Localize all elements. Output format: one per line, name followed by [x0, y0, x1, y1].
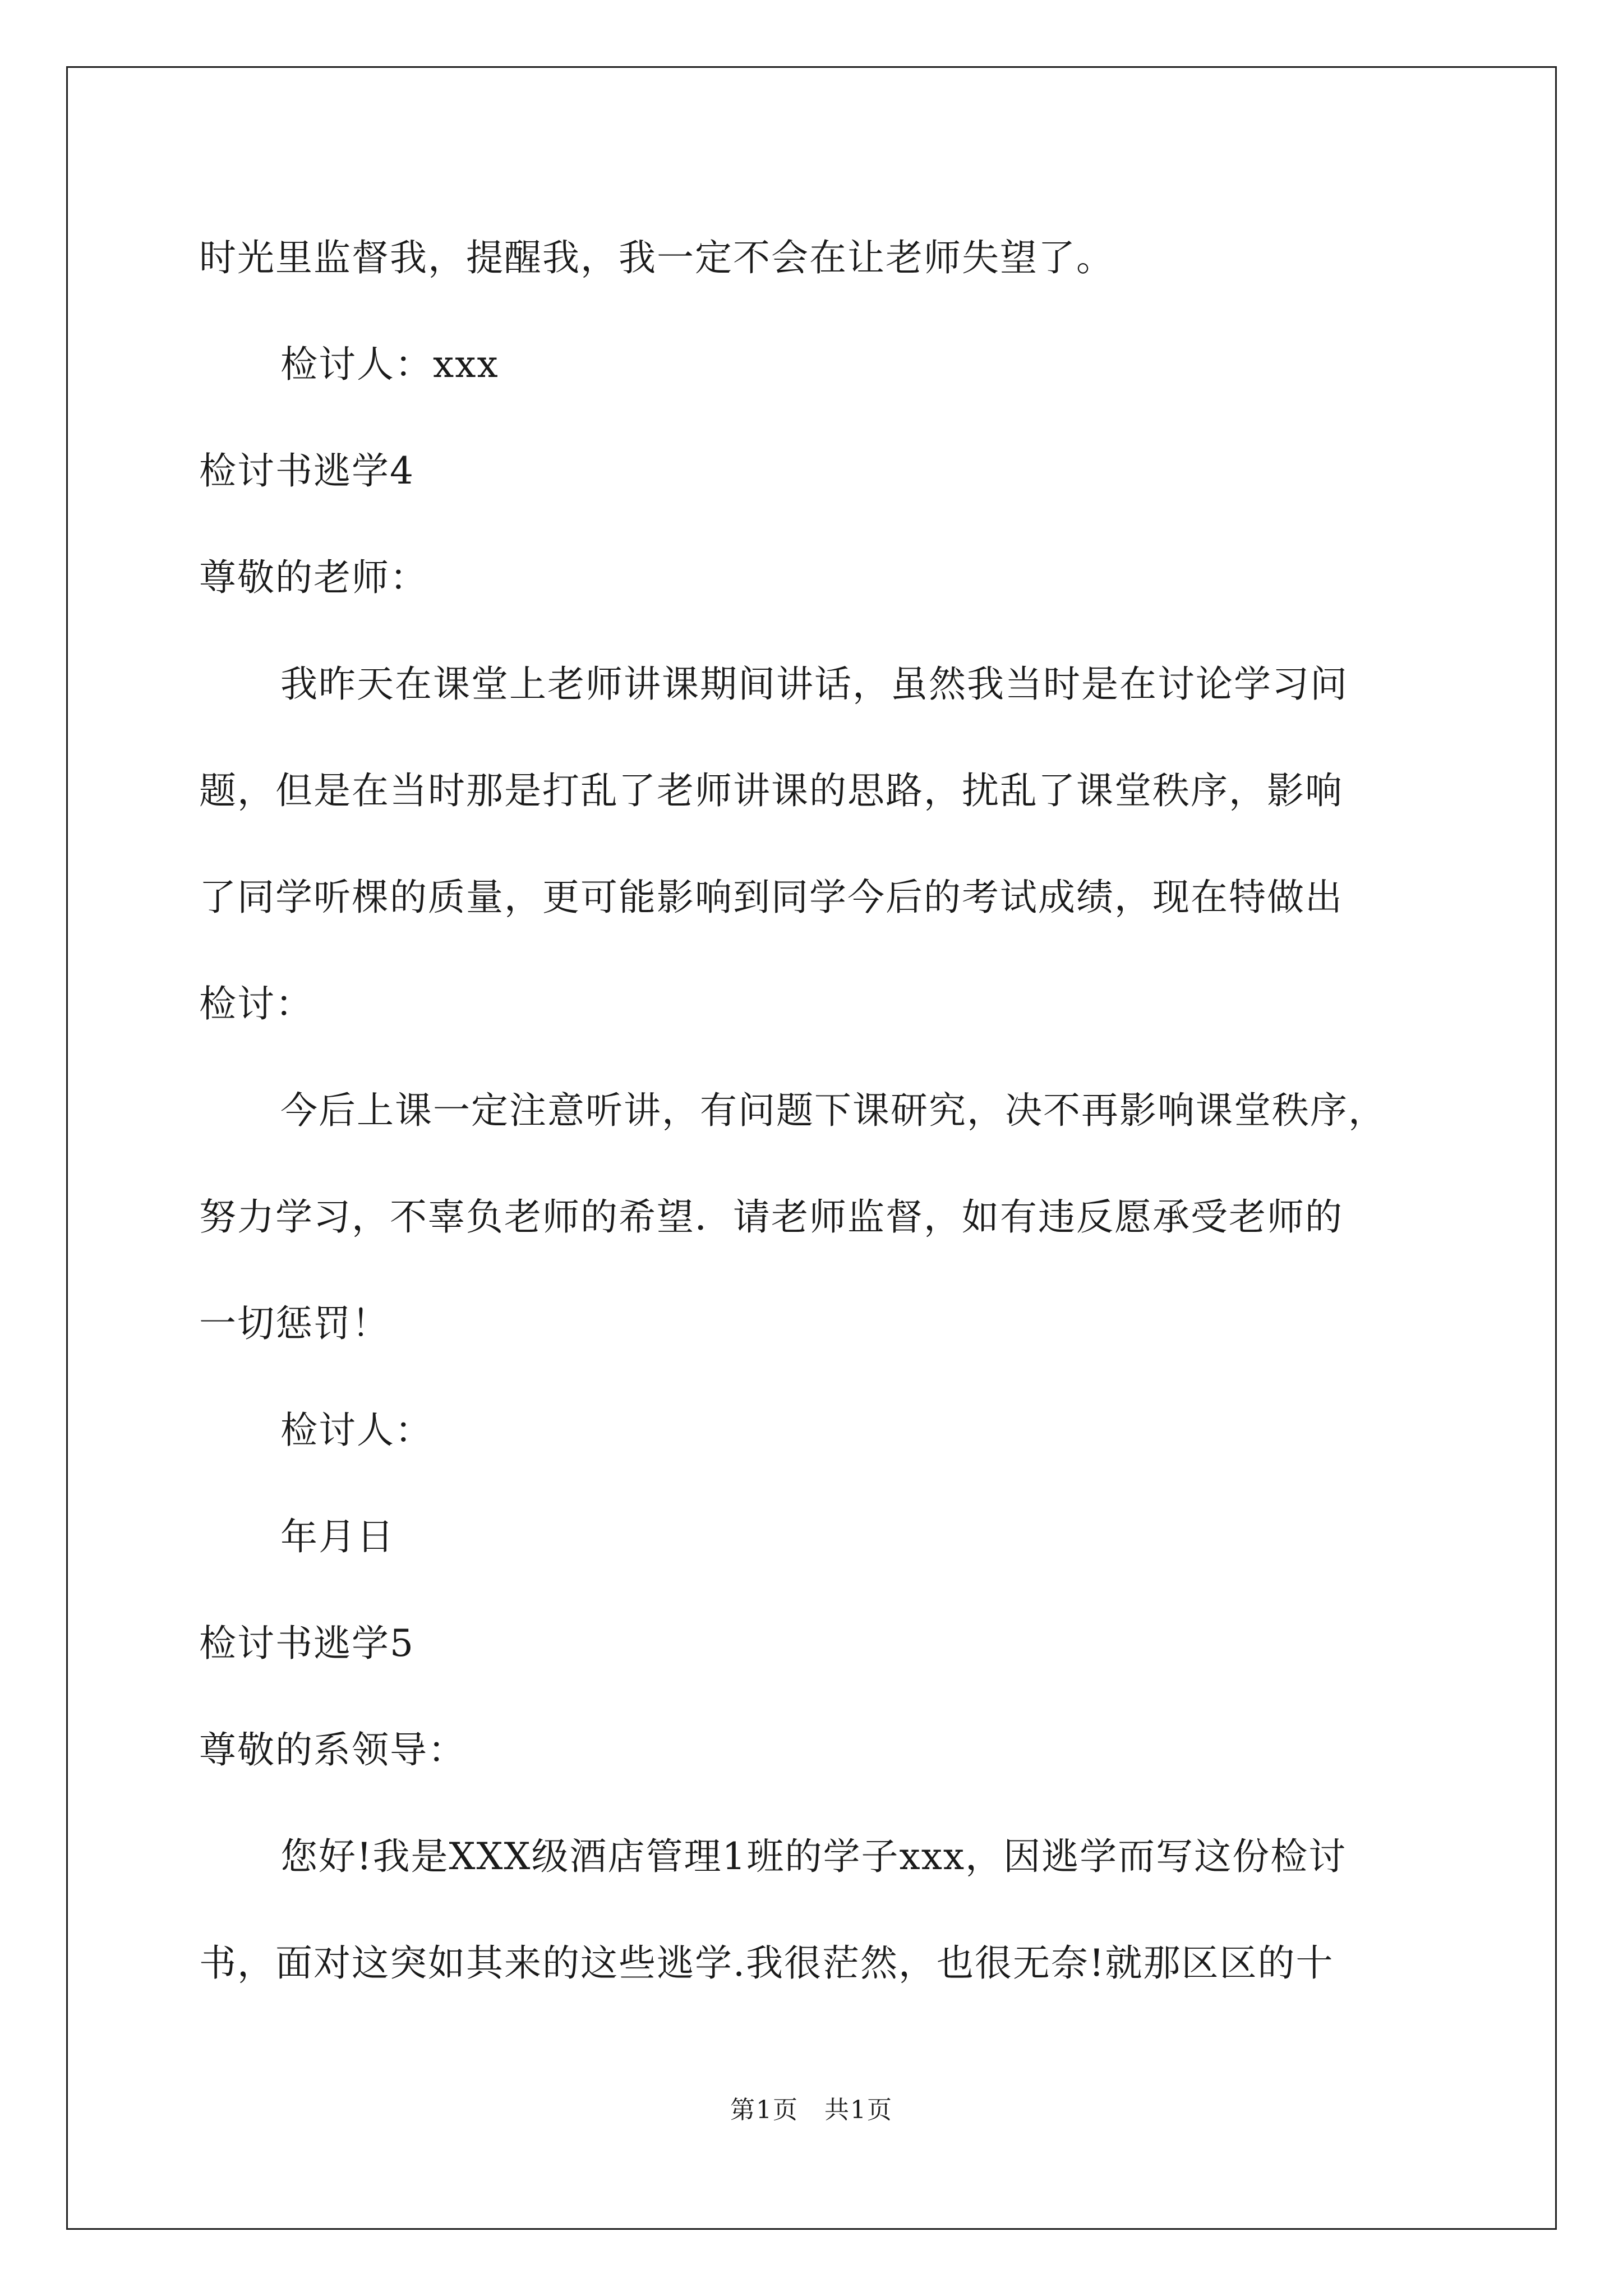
body-line: 您好!我是XXX级酒店管理1班的学子xxx，因逃学而写这份检讨 [280, 1835, 1347, 1878]
document-body [199, 205, 1433, 2017]
signature-line: 检讨人： [280, 1409, 433, 1452]
body-line: 一切惩罚！ [199, 1302, 390, 1345]
body-line: 书，面对这突如其来的这些逃学.我很茫然，也很无奈!就那区区的十 [199, 1941, 1334, 1985]
body-line: 了同学听棵的质量，更可能影响到同学今后的考试成绩，现在特做出 [199, 876, 1343, 919]
body-line: 题，但是在当时那是打乱了老师讲课的思路，扰乱了课堂秩序，影响 [199, 769, 1343, 812]
body-line: 努力学习，不辜负老师的希望．请老师监督，如有违反愿承受老师的 [199, 1195, 1343, 1239]
section-heading: 检讨书逃学5 [199, 1622, 414, 1665]
body-line: 今后上课一定注意听讲，有问题下课研究，决不再影响课堂秩序， [280, 1089, 1386, 1132]
salutation: 尊敬的老师： [199, 556, 428, 599]
body-line: 时光里监督我，提醒我，我一定不会在让老师失望了。 [199, 236, 1114, 279]
body-line: 检讨： [199, 982, 313, 1025]
section-heading: 检讨书逃学4 [199, 449, 414, 493]
page-footer: 第1页 共1页 [730, 2096, 893, 2124]
body-line: 我昨天在课堂上老师讲课期间讲话，虽然我当时是在讨论学习问 [280, 662, 1348, 706]
signature-line: 检讨人：xxx [280, 343, 499, 386]
date-line: 年月日 [280, 1515, 395, 1558]
salutation: 尊敬的系领导： [199, 1728, 466, 1772]
